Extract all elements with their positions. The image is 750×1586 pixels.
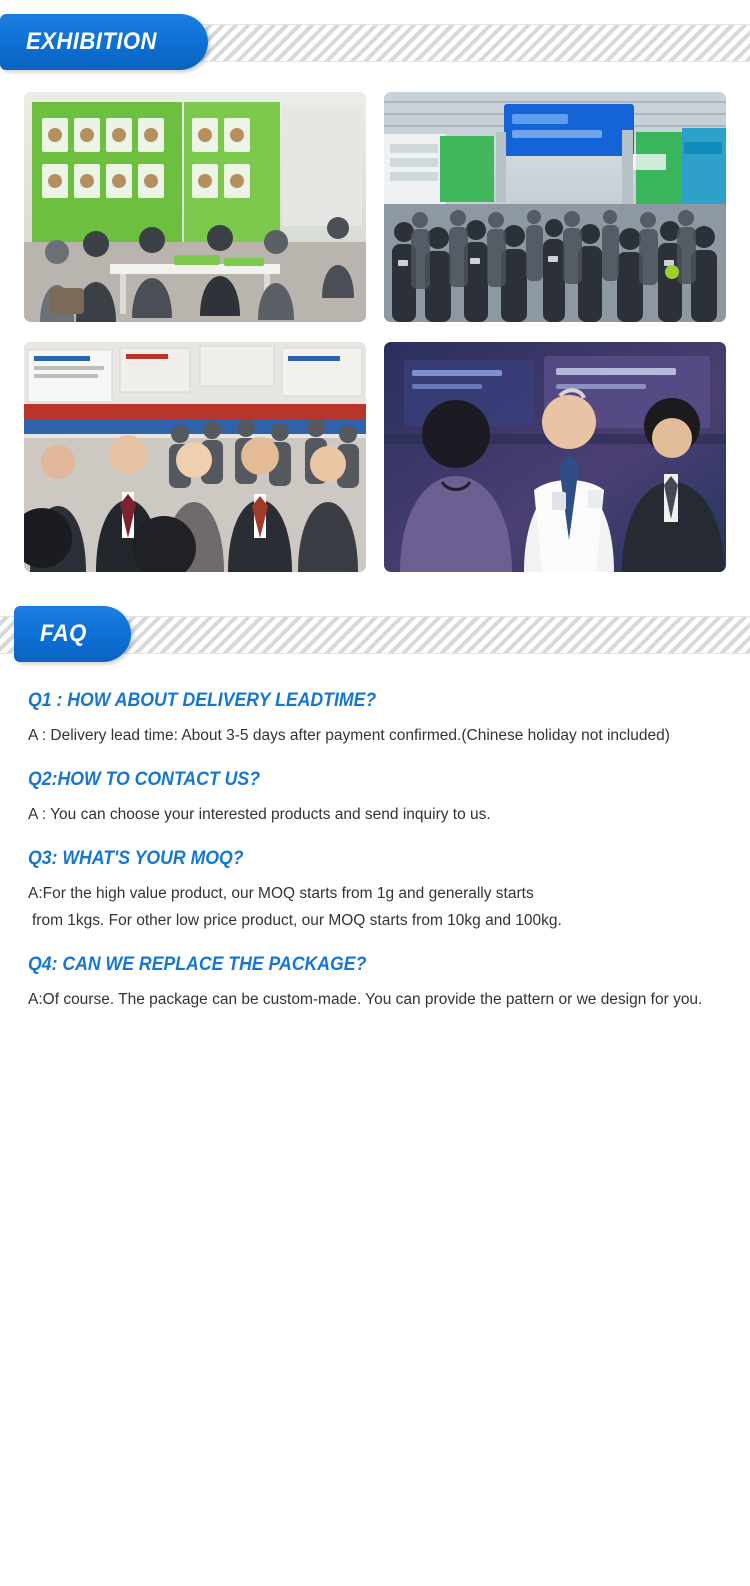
faq-tab <box>14 606 131 662</box>
faq-section-header <box>0 606 750 662</box>
conversation-illustration <box>384 342 726 572</box>
faq-tab-label: FAQ <box>40 620 87 647</box>
faq-answer: A:For the high value product, our MOQ starts from 1g and generally starts <box>28 884 534 902</box>
faq-question: Q3: WHAT'S YOUR MOQ? <box>28 847 244 869</box>
crowded-aisle-illustration <box>384 92 726 322</box>
faq-answer: A:Of course. The package can be custom-made. You can provide the pattern or we design for you. <box>28 990 703 1008</box>
faq-question: Q4: CAN WE REPLACE THE PACKAGE? <box>28 953 367 975</box>
exhibition-photo-green-booth[interactable] <box>24 92 366 322</box>
exhibition-photo-crowded-aisle[interactable] <box>384 92 726 322</box>
exhibition-section-header <box>0 14 750 70</box>
faq-question: Q2:HOW TO CONTACT US? <box>28 768 260 790</box>
business-crowd-illustration <box>24 342 366 572</box>
faq-item <box>28 769 722 826</box>
exhibition-photo-business-crowd[interactable] <box>24 342 366 572</box>
faq-item <box>28 690 722 747</box>
faq-answer: A : You can choose your interested products and send inquiry to us. <box>28 805 491 823</box>
exhibition-tab <box>0 14 208 70</box>
faq-item <box>28 848 722 932</box>
green-booth-illustration <box>24 92 366 322</box>
faq-item <box>28 954 722 1011</box>
exhibition-gallery <box>0 70 750 572</box>
faq-answer-continued: from 1kgs. For other low price product, our MOQ starts from 10kg and 100kg. <box>32 911 562 929</box>
faq-list <box>0 662 750 1011</box>
exhibition-photo-conversation[interactable] <box>384 342 726 572</box>
exhibition-tab-label: EXHIBITION <box>26 28 157 55</box>
faq-answer: A : Delivery lead time: About 3-5 days after payment confirmed.(Chinese holiday not included) <box>28 727 670 744</box>
faq-question: Q1 : HOW ABOUT DELIVERY LEADTIME? <box>28 690 377 711</box>
